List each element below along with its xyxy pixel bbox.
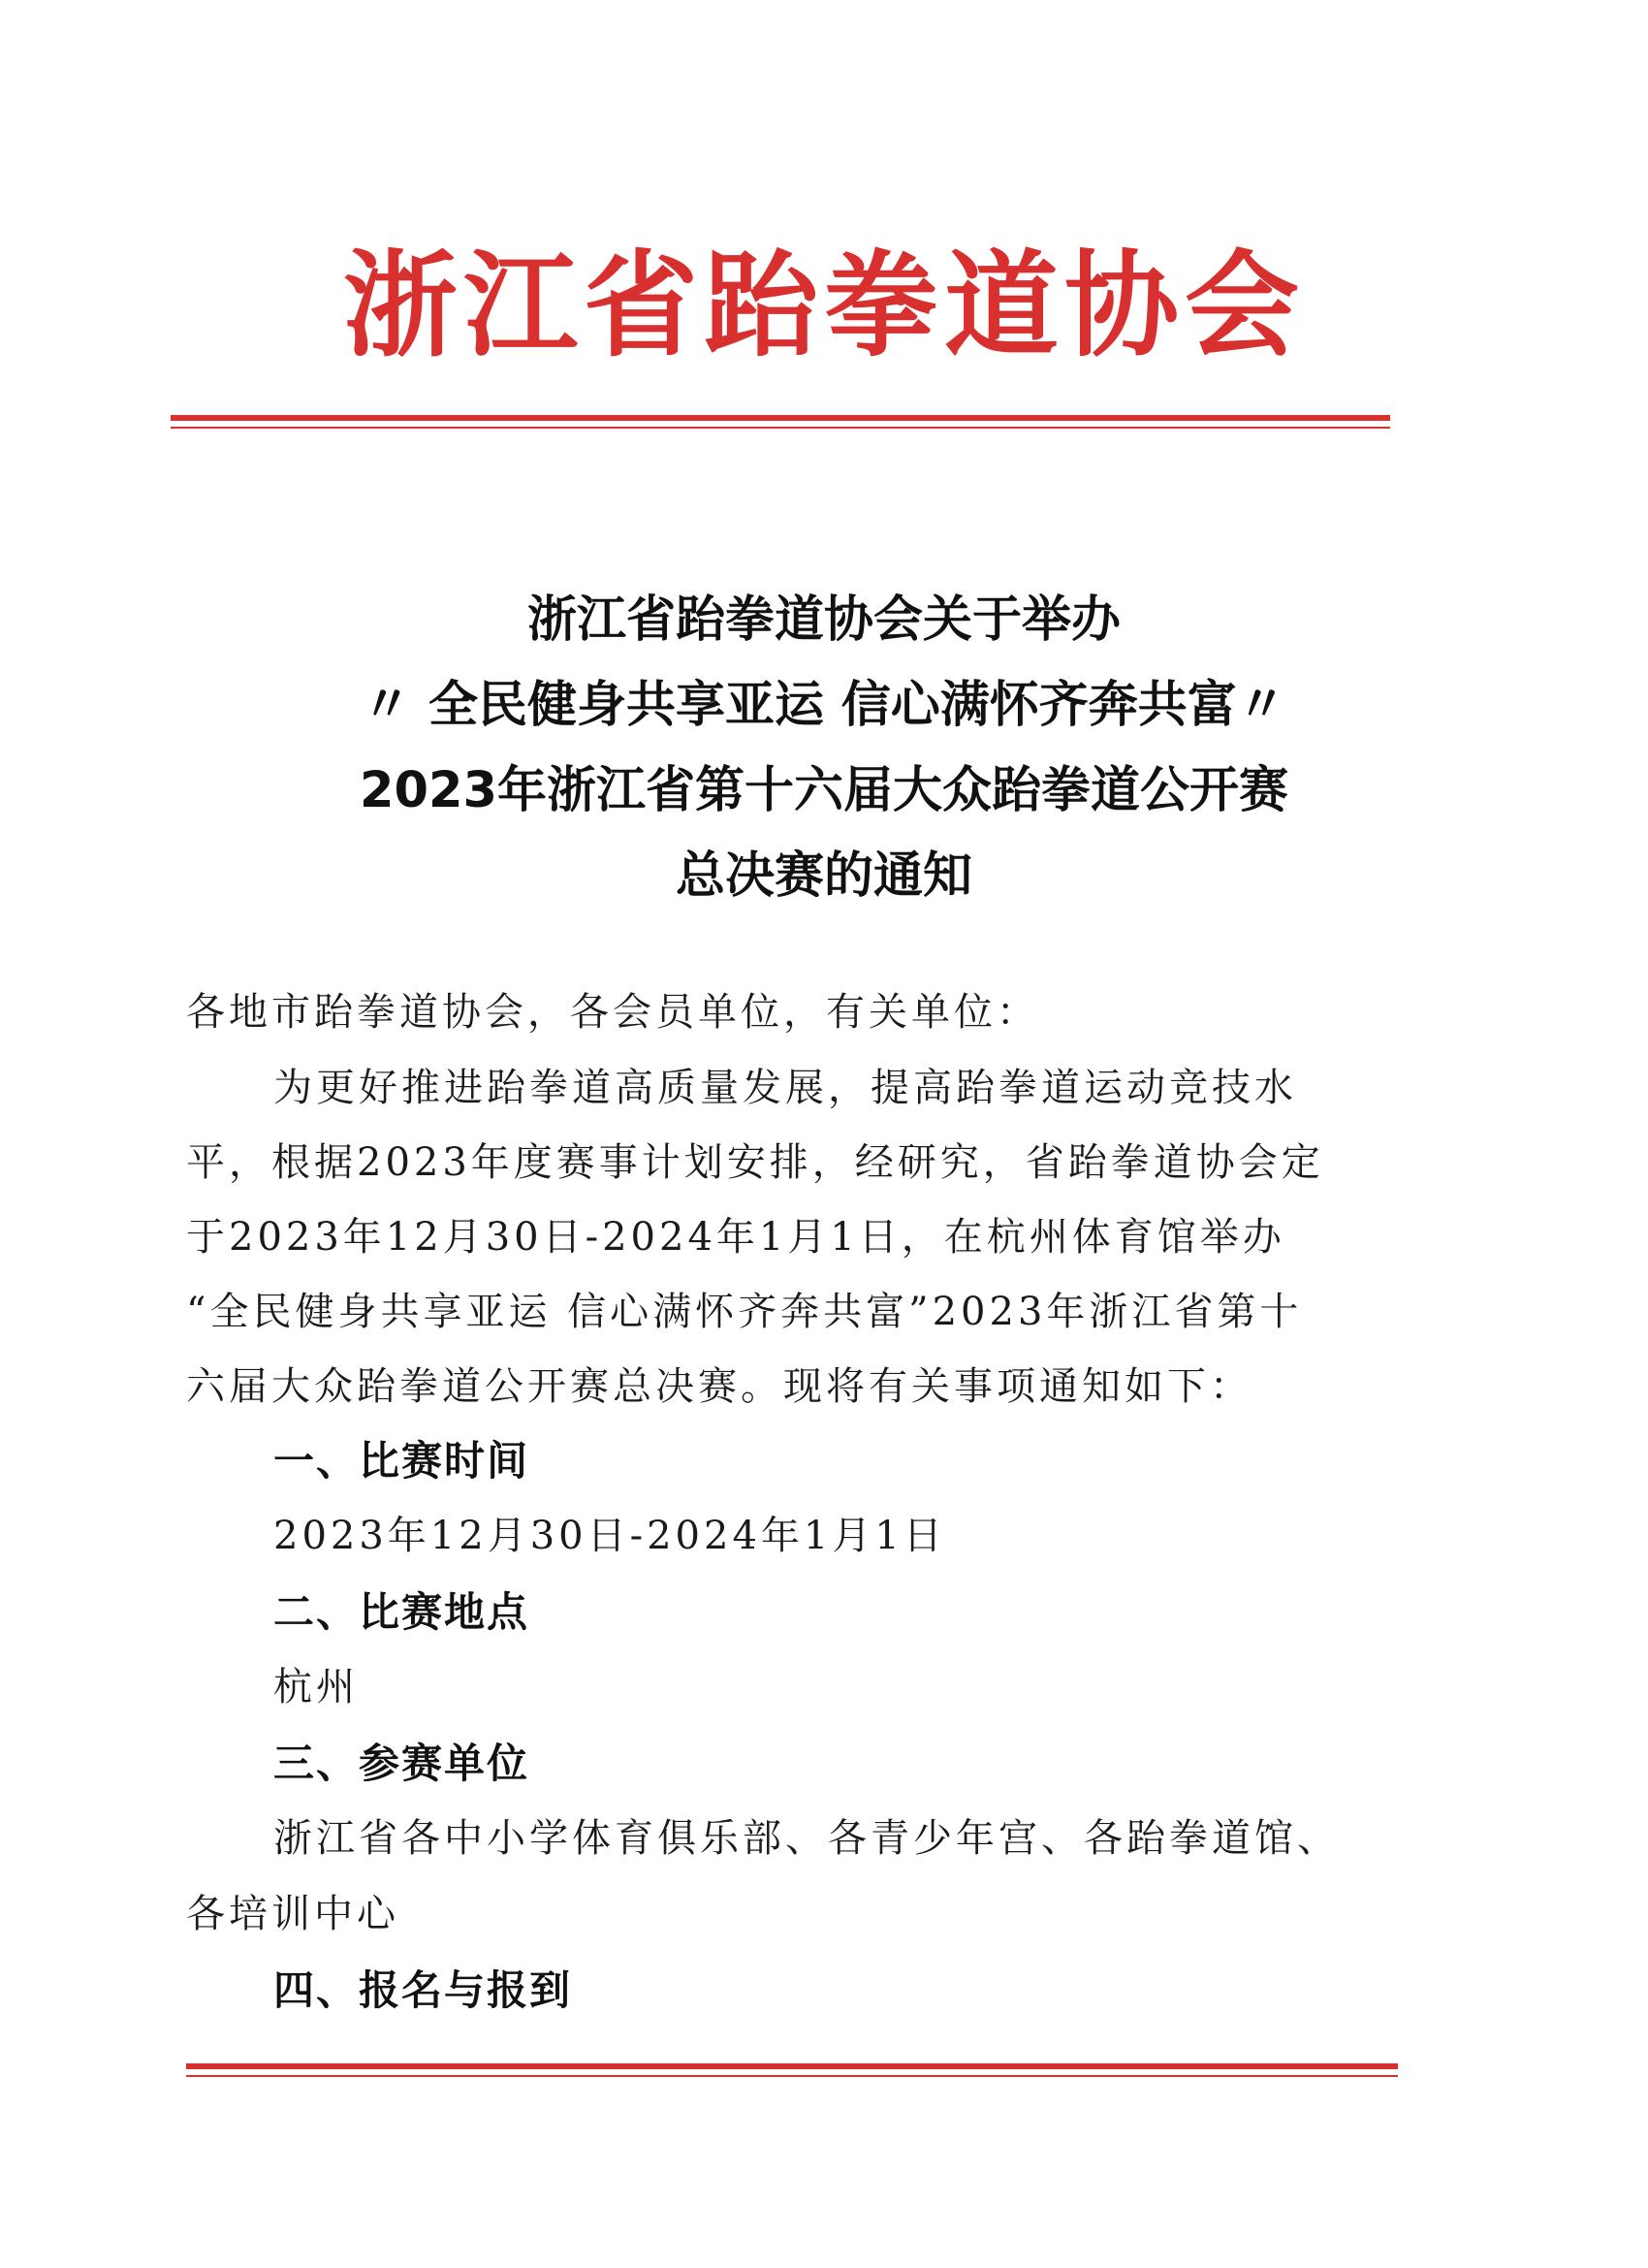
title-line-1: 浙江省跆拳道协会关于举办 (526, 591, 1121, 649)
letterhead-org-name: 浙江省跆拳道协会 (342, 239, 1305, 372)
section-text-match-venue: 杭州 (273, 1665, 359, 1709)
title-line-4: 总决赛的通知 (675, 847, 972, 905)
footer-rule-thin (186, 2075, 1398, 2077)
salutation: 各地市跆拳道协会，各会员单位，有关单位： (186, 990, 1039, 1035)
intro-line-4: “全民健身共享亚运 信心满怀齐奔共富”2023年浙江省第十 (186, 1290, 1303, 1334)
section-text-participants-1: 浙江省各中小学体育俱乐部、各青少年宫、各跆拳道馆、 (273, 1816, 1340, 1861)
section-heading-participants: 三、参赛单位 (273, 1740, 530, 1787)
intro-line-5: 六届大众跆拳道公开赛总决赛。现将有关事项通知如下： (186, 1364, 1252, 1409)
section-heading-match-time: 一、比赛时间 (273, 1437, 530, 1485)
title-line-2: 〃 全民健身共享亚运 信心满怀齐奔共富〃 (362, 677, 1286, 734)
intro-line-3: 于2023年12月30日-2024年1月1日，在杭州体育馆举办 (186, 1215, 1285, 1260)
section-heading-registration: 四、报名与报到 (273, 1966, 573, 2014)
intro-line-2: 平，根据2023年度赛事计划安排，经研究，省跆拳道协会定 (186, 1140, 1324, 1185)
section-heading-match-venue: 二、比赛地点 (273, 1588, 530, 1636)
intro-line-1: 为更好推进跆拳道高质量发展，提高跆拳道运动竞技水 (273, 1066, 1297, 1110)
footer-rule-thick (186, 2063, 1398, 2069)
document-title (0, 578, 1648, 919)
title-line-3: 2023年浙江省第十六届大众跆拳道公开赛 (360, 762, 1288, 819)
section-text-match-time: 2023年12月30日-2024年1月1日 (273, 1514, 946, 1558)
letterhead-rule-thick (171, 415, 1390, 421)
letterhead-rule-thin (171, 427, 1390, 429)
section-text-participants-2: 各培训中心 (186, 1892, 399, 1936)
